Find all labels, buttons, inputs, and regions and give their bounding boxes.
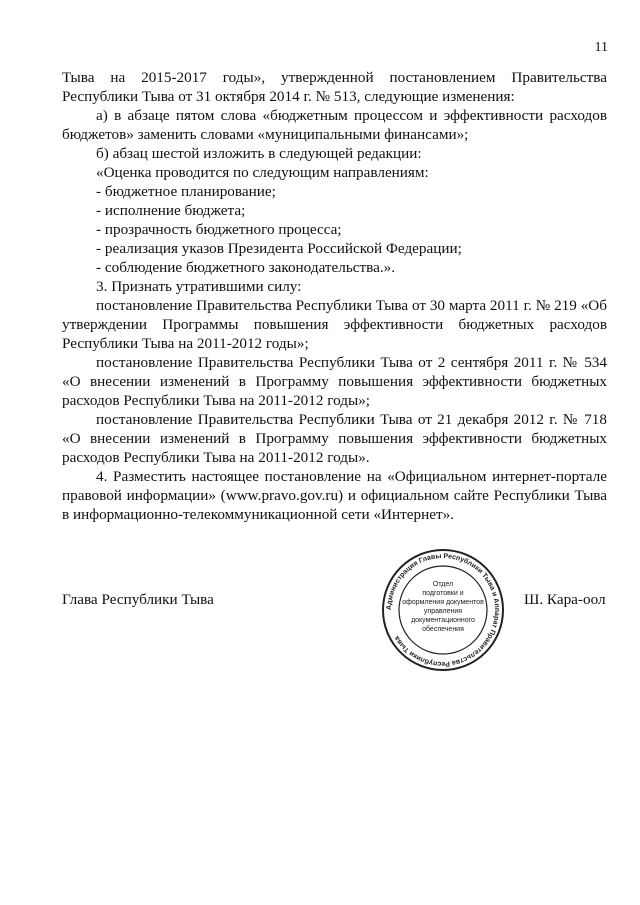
list-item: - реализация указов Президента Российской Федерации; (96, 240, 462, 257)
stamp-line: подготовки и (422, 590, 464, 597)
signature-position: Глава Республики Тыва (62, 591, 214, 608)
paragraph: б) абзац шестой изложить в следующей редакции: (96, 145, 422, 162)
paragraph: постановление Правительства Республики Тыва от 30 марта 2011 г. № 219 «Об утверждении Программы повышения эффективности бюджетных расходов Республики Тыва на 2011-2012 годы»; (62, 297, 607, 352)
stamp-line: Отдел (432, 581, 454, 588)
document-body (62, 68, 607, 524)
official-stamp (374, 548, 512, 672)
stamp-ring-text: Администрация Главы Республики Тыва и Аппарат Правительства Республики Тыва (385, 552, 501, 668)
paragraph: а) в абзаце пятом слова «бюджетным процессом и эффективности расходов бюджетов» заменить словами «муниципальными финансами»; (62, 107, 607, 143)
signature-name: Ш. Кара-оол (524, 591, 606, 608)
page-number: 11 (594, 40, 608, 55)
paragraph: 3. Признать утратившими силу: (96, 278, 302, 295)
stamp-line: оформления документов (402, 599, 484, 606)
list-item: - прозрачность бюджетного процесса; (96, 221, 342, 238)
paragraph: Тыва на 2015-2017 годы», утвержденной постановлением Правительства Республики Тыва от 31 октября 2014 г. № 513, следующие изменения: (62, 69, 607, 105)
stamp-line: документационного (411, 617, 475, 624)
list-item: - соблюдение бюджетного законодательства.». (96, 259, 396, 276)
paragraph: постановление Правительства Республики Тыва от 21 декабря 2012 г. № 718 «О внесении изменений в Программу повышения эффективности бюджетных расходов Республики Тыва на 2011-2012 годы». (62, 411, 607, 466)
list-item: - исполнение бюджета; (96, 202, 246, 219)
list-item: - бюджетное планирование; (96, 183, 276, 200)
paragraph: 4. Разместить настоящее постановление на «Официальном интернет-портале правовой информации» (www.pravo.gov.ru) и официальном сайте Республики Тыва в информационно-телекоммуникационной сети «Интернет». (62, 468, 607, 523)
paragraph: постановление Правительства Республики Тыва от 2 сентября 2011 г. № 534 «О внесении изменений в Программу повышения эффективности бюджетных расходов Республики Тыва на 2011-2012 годы»; (62, 354, 607, 409)
stamp-line: обеспечения (422, 626, 464, 633)
stamp-line: управления (423, 608, 463, 615)
paragraph: «Оценка проводится по следующим направлениям: (96, 164, 429, 181)
